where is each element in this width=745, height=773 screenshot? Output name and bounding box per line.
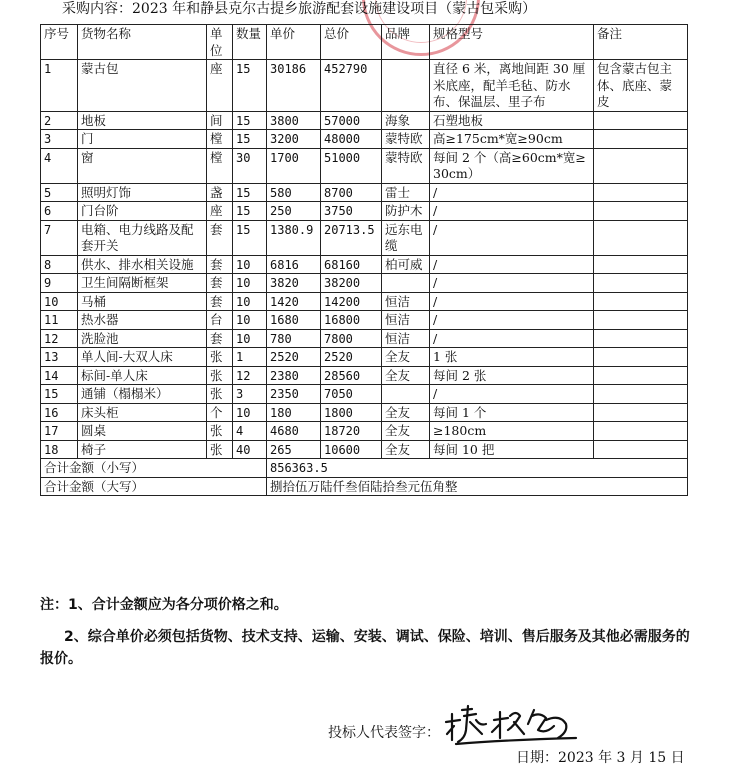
cell-spec: / (430, 385, 594, 404)
table-row (41, 329, 688, 348)
cell-unit: 间 (207, 111, 233, 130)
cell-remark (594, 148, 688, 183)
cell-quantity: 1 (233, 348, 267, 367)
procurement-title: 采购内容：2023 年和静县克尔古提乡旅游配套设施建设项目（蒙古包采购） (62, 1, 537, 17)
cell-index: 9 (41, 274, 78, 293)
table-row (41, 440, 688, 459)
cell-brand: 恒洁 (382, 292, 430, 311)
cell-unit-price: 2520 (267, 348, 321, 367)
cell-spec: / (430, 329, 594, 348)
cell-total-price: 8700 (321, 183, 382, 202)
header-unit: 单位 (207, 25, 233, 60)
cell-unit: 座 (207, 202, 233, 221)
cell-remark (594, 255, 688, 274)
cell-index: 8 (41, 255, 78, 274)
cell-spec: 高≥175cm*宽≥90cm (430, 130, 594, 149)
header-spec: 规格型号 (430, 25, 594, 60)
cell-item-name: 单人间-大双人床 (78, 348, 207, 367)
document-date: 日期：2023 年 3 月 15 日 (516, 750, 685, 766)
cell-remark (594, 311, 688, 330)
cell-item-name: 洗脸池 (78, 329, 207, 348)
cell-index: 1 (41, 60, 78, 112)
cell-unit-price: 30186 (267, 60, 321, 112)
cell-remark (594, 385, 688, 404)
cell-unit: 套 (207, 329, 233, 348)
cell-index: 15 (41, 385, 78, 404)
header-total-price: 总价 (321, 25, 382, 60)
cell-brand: 全友 (382, 348, 430, 367)
cell-unit: 套 (207, 255, 233, 274)
cell-quantity: 15 (233, 60, 267, 112)
cell-remark (594, 202, 688, 221)
cell-remark (594, 183, 688, 202)
cell-unit-price: 1680 (267, 311, 321, 330)
cell-unit-price: 4680 (267, 422, 321, 441)
cell-index: 11 (41, 311, 78, 330)
cell-item-name: 卫生间隔断框架 (78, 274, 207, 293)
cell-spec: / (430, 220, 594, 255)
table-row (41, 292, 688, 311)
header-remark: 备注 (594, 25, 688, 60)
cell-unit-price: 180 (267, 403, 321, 422)
cell-brand: 柏可威 (382, 255, 430, 274)
cell-index: 12 (41, 329, 78, 348)
cell-item-name: 标间-单人床 (78, 366, 207, 385)
header-index: 序号 (41, 25, 78, 60)
cell-remark (594, 130, 688, 149)
cell-remark (594, 329, 688, 348)
cell-item-name: 窗 (78, 148, 207, 183)
notes-section (40, 594, 690, 670)
cell-unit: 张 (207, 385, 233, 404)
cell-unit: 座 (207, 60, 233, 112)
cell-unit: 台 (207, 311, 233, 330)
cell-remark: 包含蒙古包主体、底座、蒙皮 (594, 60, 688, 112)
cell-unit: 张 (207, 422, 233, 441)
cell-unit-price: 1420 (267, 292, 321, 311)
cell-brand: 海象 (382, 111, 430, 130)
cell-index: 13 (41, 348, 78, 367)
cell-unit-price: 2380 (267, 366, 321, 385)
procurement-table (40, 24, 688, 496)
cell-quantity: 12 (233, 366, 267, 385)
cell-index: 4 (41, 148, 78, 183)
cell-index: 17 (41, 422, 78, 441)
cell-spec: 每间 2 个（高≥60cm*宽≥30cm） (430, 148, 594, 183)
cell-brand: 全友 (382, 366, 430, 385)
cell-brand (382, 385, 430, 404)
cell-index: 3 (41, 130, 78, 149)
cell-item-name: 通铺（榻榻米） (78, 385, 207, 404)
total-small-label: 合计金额（小写） (41, 459, 267, 478)
cell-brand: 蒙特欧 (382, 130, 430, 149)
table-row (41, 220, 688, 255)
table-row (41, 60, 688, 112)
cell-quantity: 15 (233, 183, 267, 202)
table-row (41, 111, 688, 130)
cell-brand: 全友 (382, 440, 430, 459)
cell-unit: 张 (207, 348, 233, 367)
cell-unit: 樘 (207, 130, 233, 149)
table-row (41, 148, 688, 183)
cell-item-name: 门 (78, 130, 207, 149)
cell-item-name: 地板 (78, 111, 207, 130)
cell-index: 14 (41, 366, 78, 385)
cell-quantity: 3 (233, 385, 267, 404)
cell-spec: ≥180cm (430, 422, 594, 441)
cell-brand: 全友 (382, 422, 430, 441)
cell-spec: / (430, 274, 594, 293)
cell-quantity: 10 (233, 292, 267, 311)
cell-remark (594, 274, 688, 293)
header-brand: 品牌 (382, 25, 430, 60)
cell-spec: 1 张 (430, 348, 594, 367)
cell-brand (382, 274, 430, 293)
cell-item-name: 电箱、电力线路及配套开关 (78, 220, 207, 255)
total-big-row (41, 477, 688, 496)
cell-brand (382, 60, 430, 112)
cell-unit-price: 1380.9 (267, 220, 321, 255)
cell-item-name: 供水、排水相关设施 (78, 255, 207, 274)
cell-spec: 石塑地板 (430, 111, 594, 130)
note-2: 2、综合单价必须包括货物、技术支持、运输、安装、调试、保险、培训、售后服务及其他必需服务的报价。 (40, 629, 690, 667)
cell-quantity: 10 (233, 274, 267, 293)
cell-unit: 樘 (207, 148, 233, 183)
cell-unit-price: 580 (267, 183, 321, 202)
cell-brand: 恒洁 (382, 329, 430, 348)
cell-unit: 个 (207, 403, 233, 422)
signature-label: 投标人代表签字： (328, 725, 440, 741)
cell-total-price: 28560 (321, 366, 382, 385)
cell-spec: / (430, 311, 594, 330)
cell-spec: / (430, 183, 594, 202)
table-row (41, 274, 688, 293)
table-row (41, 130, 688, 149)
cell-unit: 张 (207, 366, 233, 385)
cell-quantity: 15 (233, 130, 267, 149)
cell-total-price: 1800 (321, 403, 382, 422)
cell-brand: 远东电缆 (382, 220, 430, 255)
cell-index: 5 (41, 183, 78, 202)
table-row (41, 311, 688, 330)
cell-item-name: 床头柜 (78, 403, 207, 422)
cell-brand: 蒙特欧 (382, 148, 430, 183)
table-row (41, 403, 688, 422)
cell-total-price: 2520 (321, 348, 382, 367)
cell-total-price: 18720 (321, 422, 382, 441)
table-row (41, 348, 688, 367)
cell-quantity: 15 (233, 111, 267, 130)
cell-item-name: 马桶 (78, 292, 207, 311)
cell-brand: 全友 (382, 403, 430, 422)
note-1: 注：1、合计金额应为各分项价格之和。 (40, 597, 288, 613)
cell-quantity: 4 (233, 422, 267, 441)
cell-quantity: 40 (233, 440, 267, 459)
cell-total-price: 452790 (321, 60, 382, 112)
cell-index: 18 (41, 440, 78, 459)
cell-unit-price: 1700 (267, 148, 321, 183)
cell-total-price: 10600 (321, 440, 382, 459)
cell-index: 2 (41, 111, 78, 130)
cell-total-price: 57000 (321, 111, 382, 130)
cell-spec: 每间 2 张 (430, 366, 594, 385)
cell-spec: / (430, 292, 594, 311)
cell-quantity: 10 (233, 329, 267, 348)
cell-item-name: 热水器 (78, 311, 207, 330)
cell-total-price: 14200 (321, 292, 382, 311)
cell-unit: 套 (207, 220, 233, 255)
cell-index: 6 (41, 202, 78, 221)
total-big-value: 捌拾伍万陆仟叁佰陆拾叁元伍角整 (267, 477, 688, 496)
cell-unit-price: 3800 (267, 111, 321, 130)
cell-total-price: 3750 (321, 202, 382, 221)
cell-spec: 每间 1 个 (430, 403, 594, 422)
total-small-value: 856363.5 (267, 459, 688, 478)
cell-unit-price: 6816 (267, 255, 321, 274)
cell-unit-price: 250 (267, 202, 321, 221)
cell-quantity: 15 (233, 220, 267, 255)
table-row (41, 202, 688, 221)
cell-item-name: 照明灯饰 (78, 183, 207, 202)
cell-unit: 盏 (207, 183, 233, 202)
cell-remark (594, 366, 688, 385)
cell-quantity: 10 (233, 403, 267, 422)
cell-item-name: 蒙古包 (78, 60, 207, 112)
cell-brand: 防护木 (382, 202, 430, 221)
cell-remark (594, 422, 688, 441)
cell-unit-price: 2350 (267, 385, 321, 404)
cell-unit-price: 3200 (267, 130, 321, 149)
cell-spec: / (430, 255, 594, 274)
cell-item-name: 椅子 (78, 440, 207, 459)
total-big-label: 合计金额（大写） (41, 477, 267, 496)
cell-spec: 每间 10 把 (430, 440, 594, 459)
table-row (41, 366, 688, 385)
header-quantity: 数量 (233, 25, 267, 60)
cell-quantity: 30 (233, 148, 267, 183)
cell-brand: 恒洁 (382, 311, 430, 330)
cell-brand: 雷士 (382, 183, 430, 202)
table-row (41, 422, 688, 441)
cell-remark (594, 292, 688, 311)
table-row (41, 255, 688, 274)
cell-quantity: 10 (233, 255, 267, 274)
handwritten-signature (442, 700, 584, 746)
cell-spec: 直径 6 米，离地间距 30 厘米底座，配羊毛毡、防水布、保温层、里子布 (430, 60, 594, 112)
cell-spec: / (430, 202, 594, 221)
cell-remark (594, 403, 688, 422)
header-item-name: 货物名称 (78, 25, 207, 60)
cell-unit: 套 (207, 292, 233, 311)
cell-unit-price: 780 (267, 329, 321, 348)
cell-total-price: 48000 (321, 130, 382, 149)
cell-index: 16 (41, 403, 78, 422)
cell-quantity: 15 (233, 202, 267, 221)
cell-total-price: 68160 (321, 255, 382, 274)
cell-quantity: 10 (233, 311, 267, 330)
cell-total-price: 16800 (321, 311, 382, 330)
cell-item-name: 圆桌 (78, 422, 207, 441)
table-row (41, 183, 688, 202)
table-header-row (41, 25, 688, 60)
cell-unit: 套 (207, 274, 233, 293)
cell-total-price: 20713.5 (321, 220, 382, 255)
cell-remark (594, 111, 688, 130)
total-small-row (41, 459, 688, 478)
cell-remark (594, 440, 688, 459)
cell-remark (594, 348, 688, 367)
cell-index: 10 (41, 292, 78, 311)
header-unit-price: 单价 (267, 25, 321, 60)
cell-index: 7 (41, 220, 78, 255)
cell-total-price: 7050 (321, 385, 382, 404)
cell-item-name: 门台阶 (78, 202, 207, 221)
table-row (41, 385, 688, 404)
cell-total-price: 7800 (321, 329, 382, 348)
cell-unit: 张 (207, 440, 233, 459)
cell-total-price: 38200 (321, 274, 382, 293)
cell-total-price: 51000 (321, 148, 382, 183)
cell-remark (594, 220, 688, 255)
cell-unit-price: 3820 (267, 274, 321, 293)
cell-unit-price: 265 (267, 440, 321, 459)
